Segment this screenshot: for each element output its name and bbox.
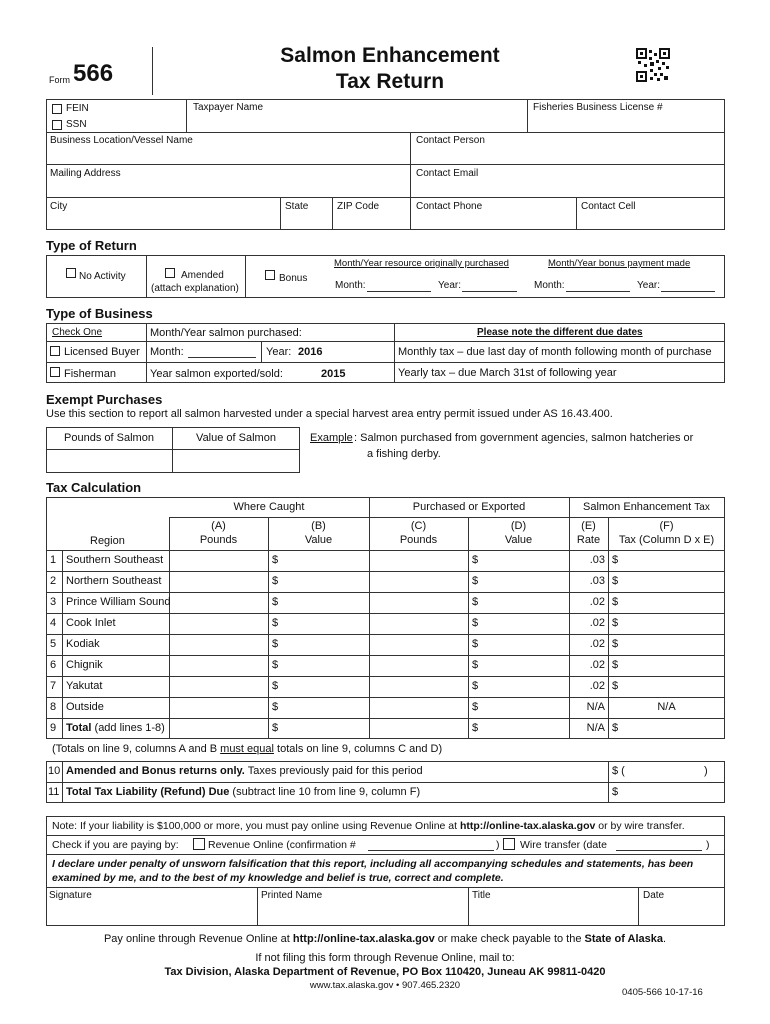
value-b-dollar: $ xyxy=(272,554,279,566)
tax-f-dollar: $ xyxy=(612,554,619,566)
bonus-year-label: Year: xyxy=(637,280,660,291)
form-code: 0405-566 10-17-16 xyxy=(622,987,703,998)
resource-year-field[interactable] xyxy=(462,291,517,292)
value-d-field[interactable] xyxy=(480,635,568,654)
resource-month-field[interactable] xyxy=(367,291,431,292)
line10-close: ) xyxy=(704,765,708,777)
value-b-dollar: $ xyxy=(272,680,279,692)
value-d-dollar: $ xyxy=(472,575,479,587)
total-value-b-field[interactable] xyxy=(280,719,368,738)
wire-close: ) xyxy=(706,839,710,851)
licensed-buyer-label: Licensed Buyer xyxy=(64,346,140,358)
title-line1: Salmon Enhancement xyxy=(280,44,500,67)
exempt-purchases-heading: Exempt Purchases xyxy=(46,392,163,407)
amended-checkbox[interactable] xyxy=(165,268,175,278)
col-d-sub: Value xyxy=(504,534,533,546)
value-b-dollar: $ xyxy=(272,575,279,587)
value-b-field[interactable] xyxy=(280,635,368,654)
value-d-dollar: $ xyxy=(472,659,479,671)
exempt-value-field[interactable] xyxy=(173,450,299,472)
mailing-address-field[interactable] xyxy=(47,180,409,196)
resource-year-label: Year: xyxy=(438,280,461,291)
state-field[interactable] xyxy=(281,213,331,229)
license-label: Fisheries Business License # xyxy=(533,102,663,113)
col-c-header: (C) xyxy=(410,520,427,532)
value-d-dollar: $ xyxy=(472,596,479,608)
contact-person-label: Contact Person xyxy=(416,135,485,146)
totals-note: (Totals on line 9, columns A and B must equal totals on line 9, columns C and D) xyxy=(52,743,443,755)
pounds-a-field[interactable] xyxy=(170,635,267,654)
value-d-field[interactable] xyxy=(480,698,568,717)
mailing-address-label: Mailing Address xyxy=(50,168,121,179)
fein-checkbox[interactable] xyxy=(52,104,62,114)
row-rate: .02 xyxy=(589,659,605,671)
year-exported-value: 2015 xyxy=(321,368,346,380)
tax-f-field[interactable] xyxy=(620,593,724,612)
pounds-c-field[interactable] xyxy=(370,551,467,570)
pounds-a-field[interactable] xyxy=(170,572,267,591)
state-label: State xyxy=(285,201,309,212)
form-label: Form xyxy=(49,75,70,85)
value-d-field[interactable] xyxy=(480,656,568,675)
row-region: Prince William Sound xyxy=(66,596,171,608)
pounds-c-field[interactable] xyxy=(370,635,467,654)
title-label: Title xyxy=(472,890,491,901)
row-rate: .03 xyxy=(589,575,605,587)
fein-label: FEIN xyxy=(66,103,89,114)
purchase-year-label: Year: xyxy=(266,346,292,358)
col-f-sub: Tax (Column D x E) xyxy=(618,534,715,546)
business-location-label: Business Location/Vessel Name xyxy=(50,135,193,146)
type-of-business-heading: Type of Business xyxy=(46,306,153,321)
declaration-text: I declare under penalty of unsworn falsification that this report, including all accompanying schedules and statements, has been examined by me, and to the best of my knowledge and belief is true, correct and complete. xyxy=(52,858,694,884)
contact-email-label: Contact Email xyxy=(416,168,479,179)
contact-email-field[interactable] xyxy=(411,180,724,196)
row-rate: .03 xyxy=(589,554,605,566)
row-number: 5 xyxy=(50,638,57,650)
pay-online-line: Pay online through Revenue Online at http://online-tax.alaska.gov or make check payable to the State of Alaska. xyxy=(103,933,667,945)
value-d-dollar: $ xyxy=(472,617,479,629)
bonus-label: Bonus xyxy=(279,273,308,284)
bonus-year-field[interactable] xyxy=(661,291,715,292)
pounds-a-field[interactable] xyxy=(170,551,267,570)
contact-phone-field[interactable] xyxy=(411,213,575,229)
col-c-sub: Pounds xyxy=(399,534,438,546)
bonus-checkbox[interactable] xyxy=(265,270,275,280)
tax-f-dollar: $ xyxy=(612,617,619,629)
tax-f-field[interactable] xyxy=(620,572,724,591)
example-text-line1: : Salmon purchased from government agencies, salmon hatcheries or xyxy=(354,432,694,444)
value-b-field[interactable] xyxy=(280,677,368,696)
value-d-field[interactable] xyxy=(480,677,568,696)
pounds-c-field[interactable] xyxy=(370,698,467,717)
printed-name-label: Printed Name xyxy=(261,890,323,901)
month-year-purchased-label: Month/Year salmon purchased: xyxy=(150,327,302,339)
fisherman-checkbox[interactable] xyxy=(50,367,60,377)
col-e-sub: Rate xyxy=(576,534,601,546)
tax-f-na: N/A xyxy=(657,701,676,713)
ssn-checkbox[interactable] xyxy=(52,120,62,130)
mailing-address: Tax Division, Alaska Department of Revenue, PO Box 110420, Juneau AK 99811-0420 xyxy=(164,966,606,978)
header-divider xyxy=(152,47,153,95)
business-location-field[interactable] xyxy=(47,147,409,163)
value-b-dollar: $ xyxy=(272,617,279,629)
value-b-field[interactable] xyxy=(280,551,368,570)
value-d-field[interactable] xyxy=(480,551,568,570)
line11-amount-field[interactable] xyxy=(620,784,724,801)
check-one-label: Check One xyxy=(52,327,103,338)
contact-phone-label: Contact Phone xyxy=(416,201,483,212)
revenue-online-checkbox[interactable] xyxy=(193,838,205,850)
total-f-dollar: $ xyxy=(612,722,619,734)
total-b-dollar: $ xyxy=(272,722,279,734)
resource-purchased-label: Month/Year resource originally purchased xyxy=(334,258,509,269)
row-rate: .02 xyxy=(589,617,605,629)
pounds-a-field[interactable] xyxy=(170,656,267,675)
enhancement-tax-header: Salmon Enhancement Tax xyxy=(583,501,710,513)
pounds-c-field[interactable] xyxy=(370,572,467,591)
pounds-c-field[interactable] xyxy=(370,614,467,633)
date-field[interactable] xyxy=(639,902,724,925)
total-line-number: 9 xyxy=(50,722,57,734)
zip-field[interactable] xyxy=(333,213,409,229)
printed-name-field[interactable] xyxy=(258,902,467,925)
qr-code-icon xyxy=(636,48,670,82)
pounds-a-field[interactable] xyxy=(170,677,267,696)
total-rate: N/A xyxy=(586,722,605,734)
tax-f-field[interactable] xyxy=(620,677,724,696)
contact-person-field[interactable] xyxy=(411,147,724,163)
exempt-value-label: Value of Salmon xyxy=(196,432,276,444)
line10-amount-field[interactable] xyxy=(630,763,702,780)
tax-f-field[interactable] xyxy=(620,551,724,570)
row-number: 6 xyxy=(50,659,57,671)
tax-f-dollar: $ xyxy=(612,659,619,671)
exempt-pounds-field[interactable] xyxy=(47,450,171,472)
city-label: City xyxy=(50,201,68,212)
row-region: Cook Inlet xyxy=(66,617,116,629)
col-a-header: (A) xyxy=(211,520,226,532)
contact-cell-field[interactable] xyxy=(577,213,724,229)
row-number: 7 xyxy=(50,680,57,692)
value-d-field[interactable] xyxy=(480,614,568,633)
signature-label: Signature xyxy=(49,890,92,901)
licensed-buyer-checkbox[interactable] xyxy=(50,346,60,356)
col-f-header: (F) xyxy=(659,520,674,532)
row-number: 3 xyxy=(50,596,57,608)
date-label: Date xyxy=(643,890,665,901)
tax-calculation-heading: Tax Calculation xyxy=(46,480,142,495)
purchase-month-field[interactable] xyxy=(188,357,256,358)
purchase-year-value: 2016 xyxy=(298,346,323,358)
value-b-field[interactable] xyxy=(280,593,368,612)
zip-label: ZIP Code xyxy=(337,201,380,212)
col-e-header: (E) xyxy=(581,520,596,532)
value-b-field[interactable] xyxy=(280,572,368,591)
row-region: Chignik xyxy=(66,659,103,671)
row-number: 2 xyxy=(50,575,57,587)
total-value-d-field[interactable] xyxy=(480,719,568,738)
bonus-month-label: Month: xyxy=(534,280,565,291)
pounds-c-field[interactable] xyxy=(370,656,467,675)
taxpayer-name-field[interactable] xyxy=(186,112,526,131)
due-dates-note: Please note the different due dates xyxy=(477,327,643,338)
total-tax-f-field[interactable] xyxy=(620,719,724,738)
exempt-description: Use this section to report all salmon harvested under a special harvest area entry permit issued under AS 16.43.400. xyxy=(46,408,613,420)
value-b-field[interactable] xyxy=(280,656,368,675)
website-phone: www.tax.alaska.gov • 907.465.2320 xyxy=(309,980,461,991)
where-caught-header: Where Caught xyxy=(233,501,305,513)
value-b-dollar: $ xyxy=(272,596,279,608)
col-d-header: (D) xyxy=(510,520,527,532)
wire-transfer-label: Wire transfer (date xyxy=(520,839,607,851)
monthly-tax-note: Monthly tax – due last day of month following month of purchase xyxy=(398,346,712,358)
fisherman-label: Fisherman xyxy=(64,368,116,380)
example-label: Example xyxy=(310,432,353,444)
line10-number: 10 xyxy=(48,765,61,777)
pounds-a-field[interactable] xyxy=(170,593,267,612)
tax-f-dollar: $ xyxy=(612,575,619,587)
tax-f-dollar: $ xyxy=(612,638,619,650)
revenue-online-close: ) xyxy=(496,839,500,851)
yearly-tax-note: Yearly tax – due March 31st of following year xyxy=(398,367,617,379)
row-region: Northern Southeast xyxy=(66,575,162,587)
line11-number: 11 xyxy=(48,786,60,798)
row-region: Yakutat xyxy=(66,680,103,692)
value-b-dollar: $ xyxy=(272,659,279,671)
tax-f-field[interactable] xyxy=(620,614,724,633)
value-b-dollar: $ xyxy=(272,701,279,713)
confirmation-number-field[interactable] xyxy=(368,850,494,851)
value-d-dollar: $ xyxy=(472,680,479,692)
city-field[interactable] xyxy=(47,213,279,229)
type-of-return-heading: Type of Return xyxy=(46,238,137,253)
col-b-header: (B) xyxy=(311,520,326,532)
row-rate: .02 xyxy=(589,596,605,608)
tax-f-field[interactable] xyxy=(620,656,724,675)
amended-note: (attach explanation) xyxy=(151,283,239,294)
form-number: 566 xyxy=(73,60,114,87)
line11-label: Total Tax Liability (Refund) Due (subtract line 10 from line 9, column F) xyxy=(66,786,421,798)
value-d-dollar: $ xyxy=(472,554,479,566)
value-d-dollar: $ xyxy=(472,701,479,713)
row-number: 8 xyxy=(50,701,57,713)
amended-label: Amended xyxy=(181,270,224,281)
revenue-online-label: Revenue Online (confirmation # xyxy=(208,839,356,851)
mail-to-line: If not filing this form through Revenue Online, mail to: xyxy=(255,952,515,964)
exempt-pounds-label: Pounds of Salmon xyxy=(64,432,154,444)
row-rate: .02 xyxy=(589,680,605,692)
tax-f-field[interactable] xyxy=(620,635,724,654)
title-field[interactable] xyxy=(469,902,637,925)
region-header: Region xyxy=(90,535,125,547)
pounds-a-field[interactable] xyxy=(170,614,267,633)
resource-month-label: Month: xyxy=(335,280,366,291)
signature-field[interactable] xyxy=(47,902,256,925)
bonus-payment-label: Month/Year bonus payment made xyxy=(548,258,691,269)
license-field[interactable] xyxy=(528,112,724,131)
row-region: Southern Southeast xyxy=(66,554,164,566)
value-b-field[interactable] xyxy=(280,698,368,717)
payment-note: Note: If your liability is $100,000 or more, you must pay online using Revenue Online at http://online-tax.alaska.gov or by wire transfer. xyxy=(52,820,685,832)
line10-open: $ ( xyxy=(612,765,625,777)
value-b-dollar: $ xyxy=(272,638,279,650)
col-b-sub: Value xyxy=(304,534,333,546)
total-pounds-c-field[interactable] xyxy=(370,719,467,738)
row-region: Kodiak xyxy=(66,638,100,650)
value-b-field[interactable] xyxy=(280,614,368,633)
ssn-label: SSN xyxy=(66,119,87,130)
total-pounds-a-field[interactable] xyxy=(170,719,267,738)
bonus-month-field[interactable] xyxy=(566,291,630,292)
no-activity-label: No Activity xyxy=(79,271,126,282)
no-activity-checkbox[interactable] xyxy=(66,268,76,278)
pounds-c-field[interactable] xyxy=(370,593,467,612)
tax-f-dollar: $ xyxy=(612,596,619,608)
row-rate: .02 xyxy=(589,638,605,650)
title-line2: Tax Return xyxy=(335,70,445,93)
row-number: 4 xyxy=(50,617,57,629)
check-if-paying-label: Check if you are paying by: xyxy=(52,839,179,851)
total-d-dollar: $ xyxy=(472,722,479,734)
taxpayer-name-label: Taxpayer Name xyxy=(193,102,264,113)
row-rate: N/A xyxy=(586,701,605,713)
col-a-sub: Pounds xyxy=(199,534,238,546)
example-text-line2: a fishing derby. xyxy=(367,448,441,460)
row-number: 1 xyxy=(50,554,57,566)
value-d-field[interactable] xyxy=(480,572,568,591)
wire-date-field[interactable] xyxy=(616,850,702,851)
total-label: Total (add lines 1-8) xyxy=(66,722,165,734)
pounds-a-field[interactable] xyxy=(170,698,267,717)
year-exported-label: Year salmon exported/sold: xyxy=(150,368,283,380)
purchase-month-label: Month: xyxy=(150,346,184,358)
value-d-field[interactable] xyxy=(480,593,568,612)
contact-cell-label: Contact Cell xyxy=(581,201,636,212)
line11-dollar: $ xyxy=(612,786,619,798)
pounds-c-field[interactable] xyxy=(370,677,467,696)
tax-f-dollar: $ xyxy=(612,680,619,692)
wire-transfer-checkbox[interactable] xyxy=(503,838,515,850)
purchased-exported-header: Purchased or Exported xyxy=(412,501,526,513)
line10-label: Amended and Bonus returns only. Taxes previously paid for this period xyxy=(66,765,423,777)
value-d-dollar: $ xyxy=(472,638,479,650)
row-region: Outside xyxy=(66,701,104,713)
